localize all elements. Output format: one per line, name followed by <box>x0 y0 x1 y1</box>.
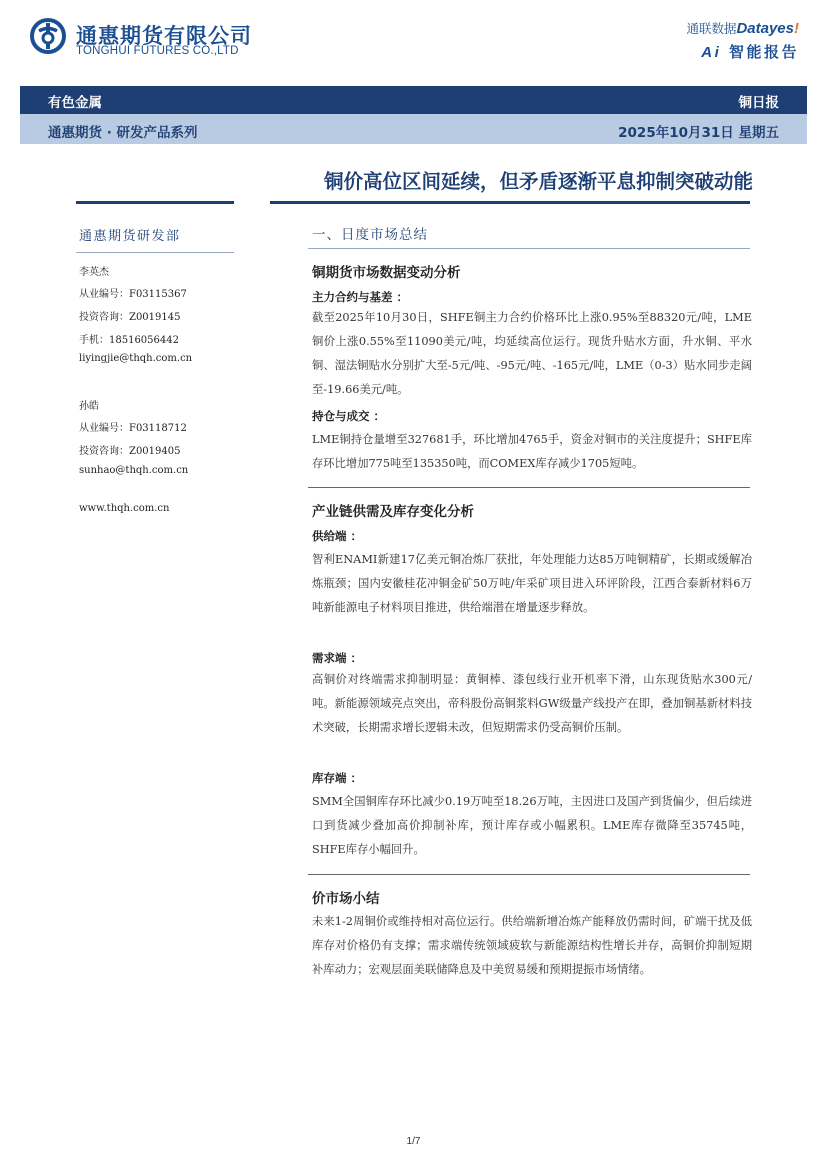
supply-chain-title: 产业链供需及库存变化分析 <box>312 504 474 520</box>
analyst-email[interactable]: sunhao@thqh.com.cn <box>79 465 189 476</box>
page-number: 1/7 <box>406 1136 421 1147</box>
report-title: 铜价高位区间延续，但矛盾逐渐平息抑制突破动能 <box>323 170 753 193</box>
company-name-en: TONGHUI FUTURES CO.,LTD <box>76 45 239 57</box>
category-band <box>20 86 807 114</box>
section-rule <box>308 248 750 249</box>
series-label: 通惠期货 · 研发产品系列 <box>48 125 198 141</box>
company-name-cn: 通惠期货有限公司 <box>76 24 252 48</box>
analyst-name: 李英杰 <box>79 267 109 278</box>
sidebar-top-rule <box>76 201 234 204</box>
main-contract-text: 截至2025年10月30日，SHFE铜主力合约价格环比上涨0.95%至88320元/吨，LME铜价上涨0.55%至11090美元/吨，均延续高位运行。现货升贴水方面，升水铜、平水铜、湿法铜贴水分别扩大至-5元/吨、-95元/吨、-165元/吨，LME（0-3）贴水同步走阔至-19.66美元/吨。 <box>312 311 752 396</box>
sidebar-divider <box>76 252 234 253</box>
datayes-en: Datayes <box>736 20 794 37</box>
datayes-logo <box>686 19 799 37</box>
inventory-label: 库存端 ： <box>312 771 363 785</box>
analyst-name: 孙皓 <box>79 401 99 412</box>
position-label: 持仓与成交 ： <box>312 409 386 423</box>
ai-mark: Ai <box>701 44 722 61</box>
analyst-phone: 手机：18516056442 <box>79 335 179 346</box>
ai-report-text: 智能报告 <box>728 43 799 61</box>
position-text: LME铜持仓量增至327681手，环比增加4765手，资金对铜市的关注度提升；SHFE库存环比增加775吨至135350吨，而COMEX库存减少1705短吨。 <box>312 433 752 470</box>
demand-text: 高铜价对终端需求抑制明显：黄铜棒、漆包线行业开机率下滑，山东现货贴水300元/吨。新能源领域亮点突出，帝科股份高铜浆料GW级量产线投产在即，叠加铜基新材料技术突破，长期需求增长逻辑未改，但短期需求仍受高铜价压制。 <box>312 673 752 734</box>
demand-label: 需求端 ： <box>312 651 363 665</box>
analyst-license: 从业编号：F03115367 <box>79 289 187 300</box>
inventory-text: SMM全国铜库存环比减少0.19万吨至18.26万吨，主因进口及国产到货偏少，但后续进口到货减少叠加高价抑制补库，预计库存或小幅累积。LME库存微降至35745吨，SHFE库存小幅回升。 <box>312 795 752 856</box>
datayes-cn: 通联数据 <box>686 21 737 36</box>
datayes-bang: ! <box>794 20 799 37</box>
market-summary-title: 价市场小结 <box>312 891 380 907</box>
market-summary-text: 未来1-2周铜价或维持相对高位运行。供给端新增冶炼产能释放仍需时间，矿端干扰及低库存对价格仍有支撑；需求端传统领域疲软与新能源结构性增长并存，高铜价抑制短期补库动力；宏观层面美联储降息及中美贸易缓和预期提振市场情绪。 <box>312 915 752 976</box>
analyst-consult: 投资咨询：Z0019405 <box>79 446 181 457</box>
research-dept: 通惠期货研发部 <box>79 229 181 244</box>
series-band <box>20 114 807 144</box>
main-contract-label: 主力合约与基差 ： <box>312 290 409 304</box>
supply-text: 智利ENAMI新建17亿美元铜冶炼厂获批，年处理能力达85万吨铜精矿，长期或缓解冶炼瓶颈；国内安徽桂花冲铜金矿50万吨/年采矿项目进入环评阶段，江西合泰新材料6万吨新能源电子材料项目推进，供给端潜在增量逐步释放。 <box>312 553 752 614</box>
analyst-license: 从业编号：F03118712 <box>79 423 187 434</box>
supply-label: 供给端 ： <box>312 529 363 543</box>
analyst-consult: 投资咨询：Z0019145 <box>79 312 181 323</box>
title-rule <box>270 201 750 204</box>
section-divider <box>308 487 750 488</box>
report-type-label: 铜日报 <box>738 95 779 111</box>
tonghui-logo-icon <box>30 18 66 54</box>
section-divider <box>308 874 750 875</box>
futures-analysis-title: 铜期货市场数据变动分析 <box>312 265 461 281</box>
section-heading: 一、日度市场总结 <box>312 227 428 243</box>
website-link[interactable]: www.thqh.com.cn <box>79 503 170 514</box>
report-date: 2025年10月31日 星期五 <box>618 125 779 141</box>
category-label: 有色金属 <box>48 95 102 111</box>
analyst-email[interactable]: liyingjie@thqh.com.cn <box>79 353 193 364</box>
ai-report-label <box>701 41 799 62</box>
